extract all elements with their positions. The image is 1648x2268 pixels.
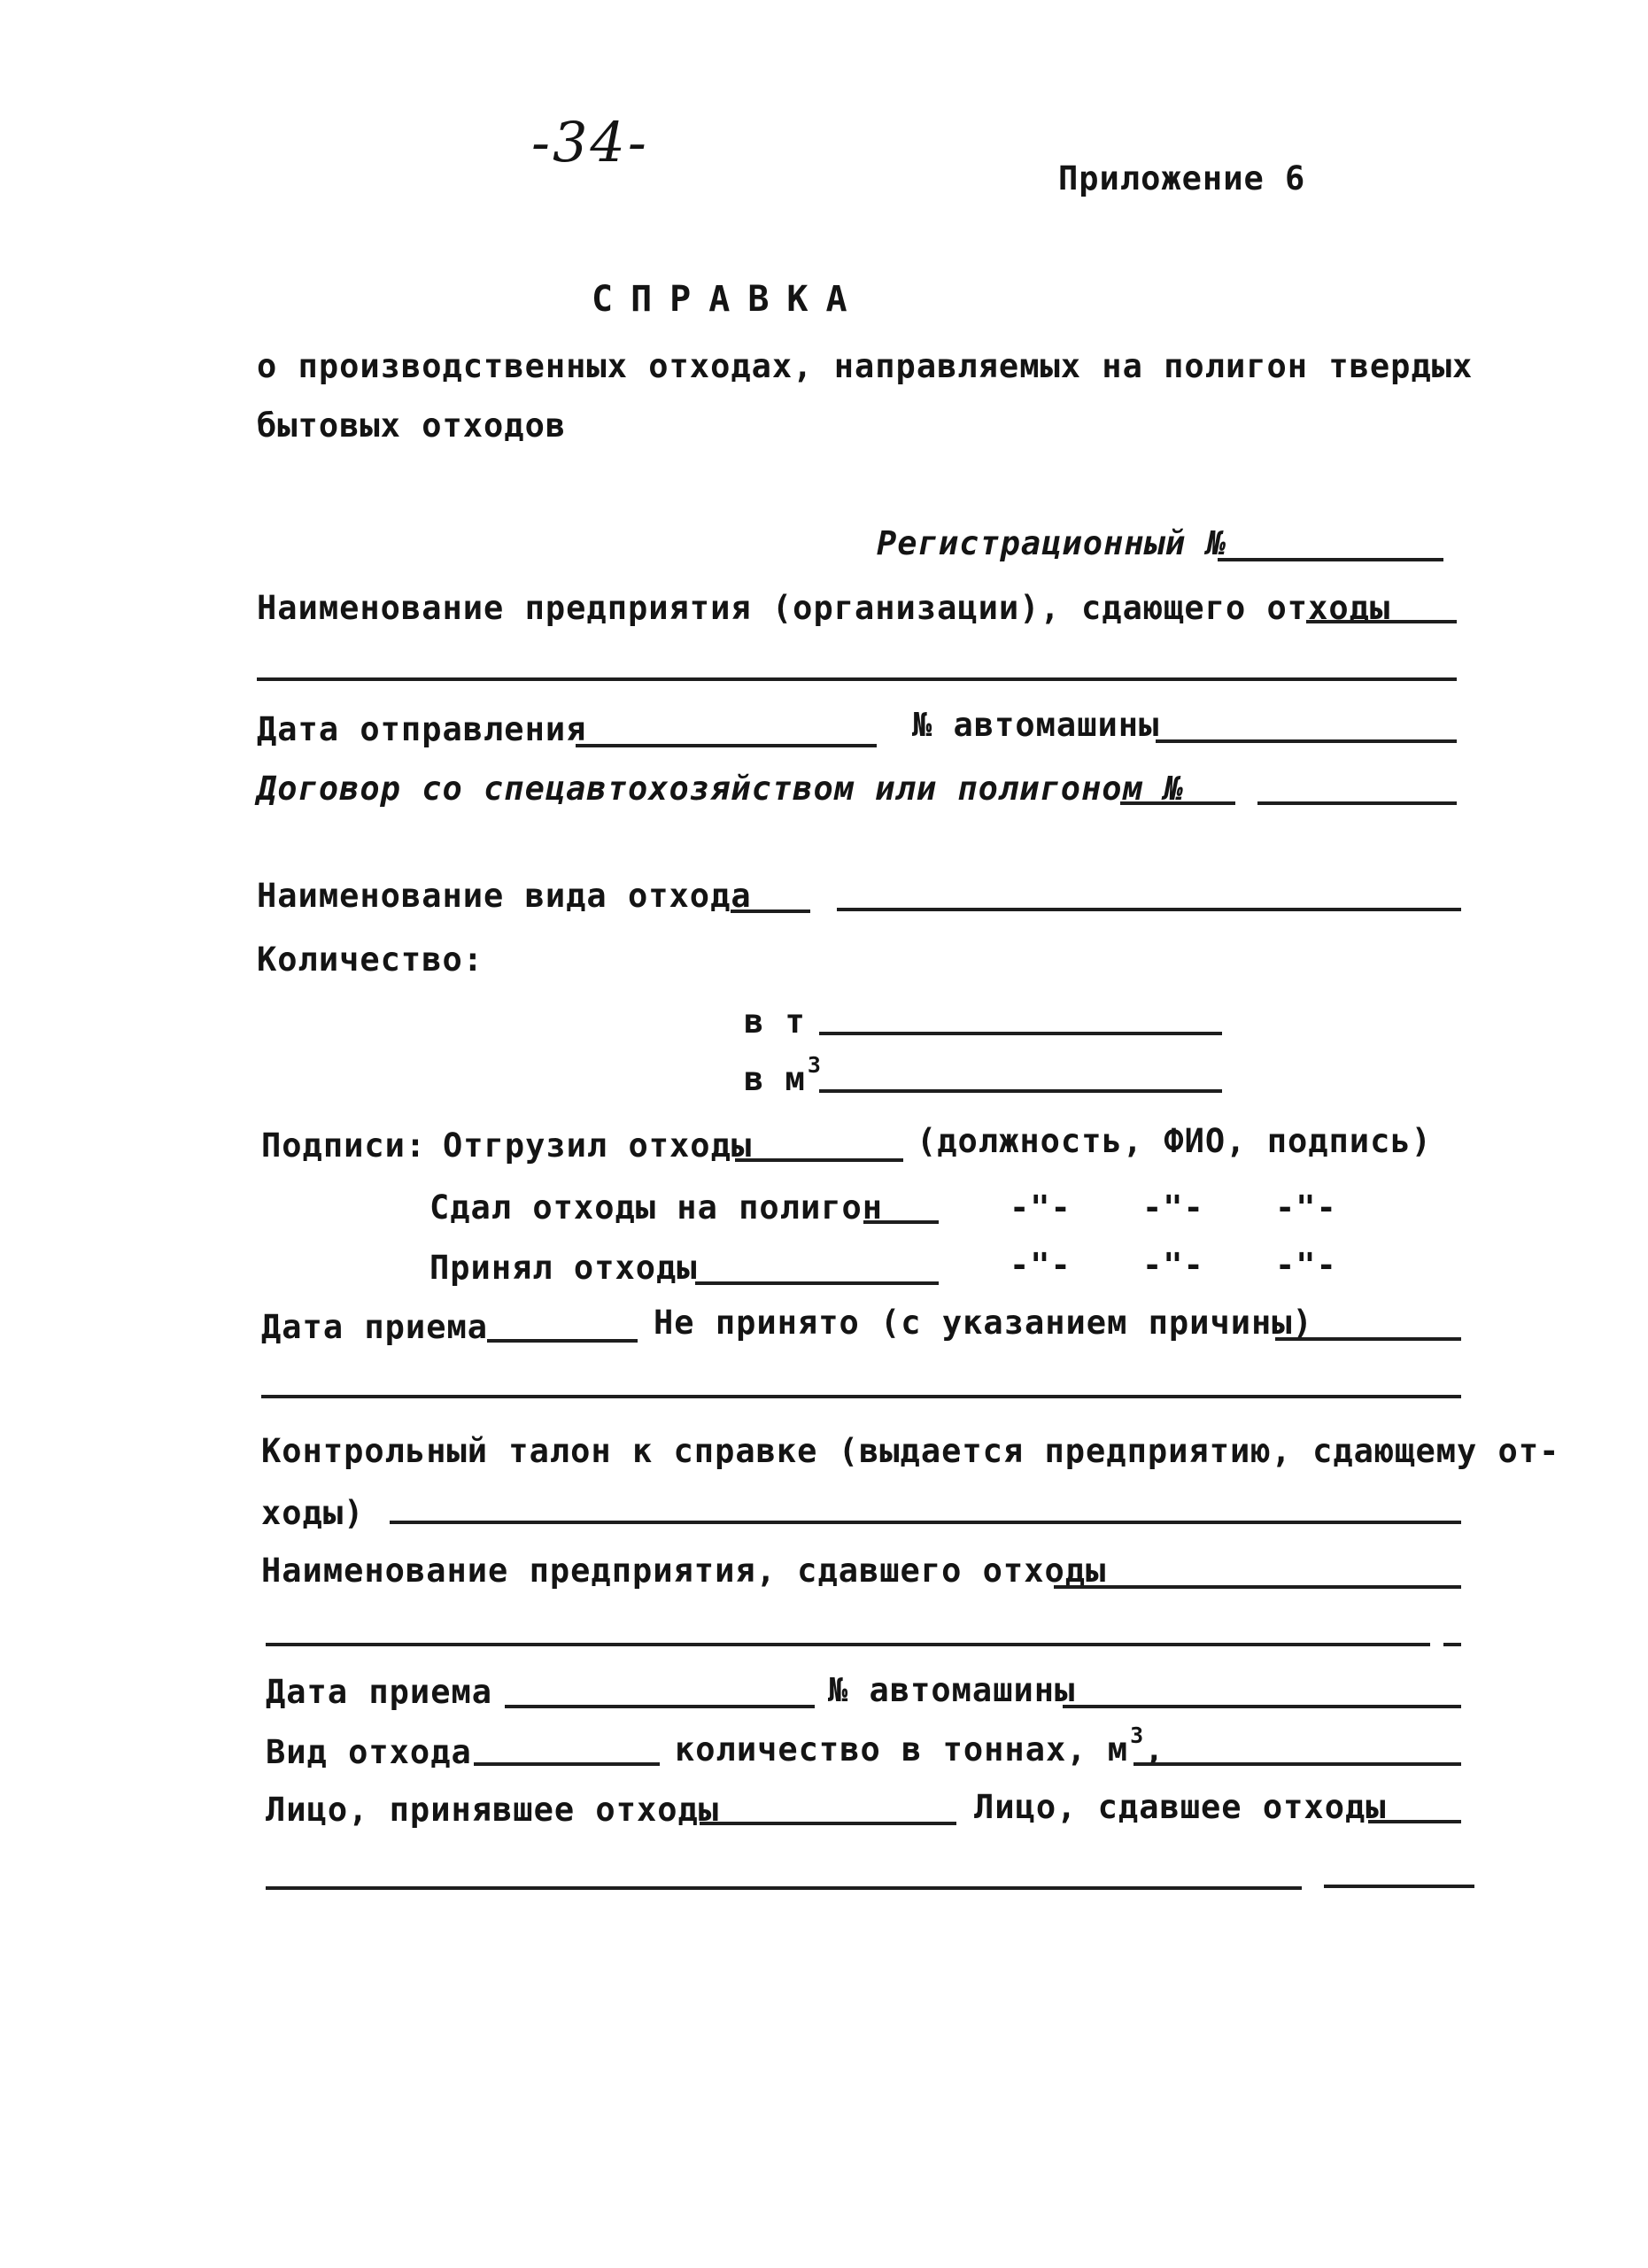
coupon-enterprise-field[interactable] — [1054, 1585, 1461, 1589]
loaded-field[interactable] — [735, 1158, 903, 1162]
coupon-enterprise-label: Наименование предприятия, сдавшего отходы — [261, 1552, 1107, 1590]
loaded-label: Отгрузил отходы — [443, 1126, 753, 1165]
coupon-date-field[interactable] — [505, 1705, 815, 1708]
coupon-receiver-signature-field[interactable] — [266, 1886, 1302, 1890]
reg-number-label: Регистрационный № — [877, 524, 1227, 562]
coupon-truck-field[interactable] — [1063, 1705, 1461, 1708]
handed-field[interactable] — [863, 1220, 939, 1224]
contract-label: Договор со спецавтохозяйством или полигоном № — [257, 770, 1185, 808]
acceptance-date-label: Дата приема — [261, 1308, 489, 1346]
coupon-quantity-field[interactable] — [1133, 1762, 1461, 1766]
document-title: СПРАВКА — [592, 279, 865, 320]
coupon-giver-signature-field[interactable] — [1324, 1885, 1474, 1888]
coupon-quantity-label: количество в тоннах, $м^3$, — [675, 1722, 1165, 1769]
quantity-tons-label: в т — [744, 1002, 806, 1041]
truck-number-label: № автомашины — [912, 706, 1160, 744]
quantity-label: Количество: — [257, 940, 484, 979]
coupon-waste-type-field[interactable] — [474, 1762, 660, 1766]
waste-type-field[interactable] — [837, 908, 1461, 911]
coupon-waste-type-label: Вид отхода — [266, 1733, 472, 1771]
subtitle-line-2: бытовых отходов — [257, 406, 567, 445]
quantity-m3-label: в $м^3$ — [744, 1052, 822, 1098]
coupon-receiver-field[interactable] — [700, 1822, 956, 1825]
acceptance-date-field[interactable] — [487, 1339, 638, 1343]
enterprise-field[interactable] — [1306, 620, 1457, 623]
quantity-tons-field[interactable] — [819, 1032, 1222, 1035]
coupon-heading-line-2: ходы) — [261, 1494, 365, 1532]
coupon-heading-line-1: Контрольный талон к справке (выдается предприятию, сдающему от- — [261, 1432, 1560, 1470]
waste-type-label: Наименование вида отхода — [257, 877, 752, 915]
coupon-truck-label: № автомашины — [828, 1671, 1076, 1709]
signature-details-note: (должность, ФИО, подпись) — [917, 1122, 1432, 1160]
dispatch-date-label: Дата отправления — [257, 710, 587, 748]
page-number: -34- — [531, 110, 649, 174]
coupon-giver-field[interactable] — [1368, 1820, 1461, 1823]
coupon-giver-label: Лицо, сдавшее отходы — [974, 1788, 1387, 1826]
coupon-date-label: Дата приема — [266, 1673, 493, 1711]
ditto-mark: -"- — [1142, 1246, 1204, 1284]
handed-label: Сдал отходы на полигон — [429, 1188, 884, 1227]
accepted-field[interactable] — [695, 1281, 939, 1285]
m3-superscript: 3 — [807, 1052, 822, 1078]
signatures-label: Подписи: — [261, 1126, 427, 1165]
ditto-mark: -"- — [1142, 1188, 1204, 1227]
quantity-m3-field[interactable] — [819, 1089, 1222, 1093]
not-accepted-label: Не принято (с указанием причины) — [654, 1304, 1313, 1342]
not-accepted-field-line-2[interactable] — [261, 1395, 1461, 1398]
coupon-info-field[interactable] — [390, 1521, 1461, 1524]
dispatch-date-field[interactable] — [576, 744, 877, 747]
ditto-mark: -"- — [1275, 1246, 1337, 1284]
ditto-mark: -"- — [1010, 1246, 1072, 1284]
subtitle-line-1: о производственных отходах, направляемых на полигон твердых — [257, 347, 1474, 385]
accepted-label: Принял отходы — [429, 1249, 698, 1287]
coupon-enterprise-field-dash — [1443, 1643, 1461, 1646]
ditto-mark: -"- — [1010, 1188, 1072, 1227]
truck-number-field[interactable] — [1156, 739, 1457, 743]
coupon-receiver-label: Лицо, принявшее отходы — [266, 1791, 720, 1829]
contract-number-field[interactable] — [1120, 801, 1235, 805]
not-accepted-field[interactable] — [1275, 1337, 1461, 1341]
reg-number-field[interactable] — [1218, 558, 1443, 561]
waste-code-field[interactable] — [731, 910, 810, 913]
enterprise-field-line-2[interactable] — [257, 677, 1457, 681]
coupon-enterprise-field-line-2[interactable] — [266, 1643, 1430, 1646]
m3-superscript: 3 — [1130, 1722, 1145, 1748]
enterprise-label: Наименование предприятия (организации), сдающего отходы — [257, 589, 1391, 627]
contract-date-field[interactable] — [1257, 801, 1457, 805]
ditto-mark: -"- — [1275, 1188, 1337, 1227]
appendix-label: Приложение 6 — [1058, 159, 1306, 197]
